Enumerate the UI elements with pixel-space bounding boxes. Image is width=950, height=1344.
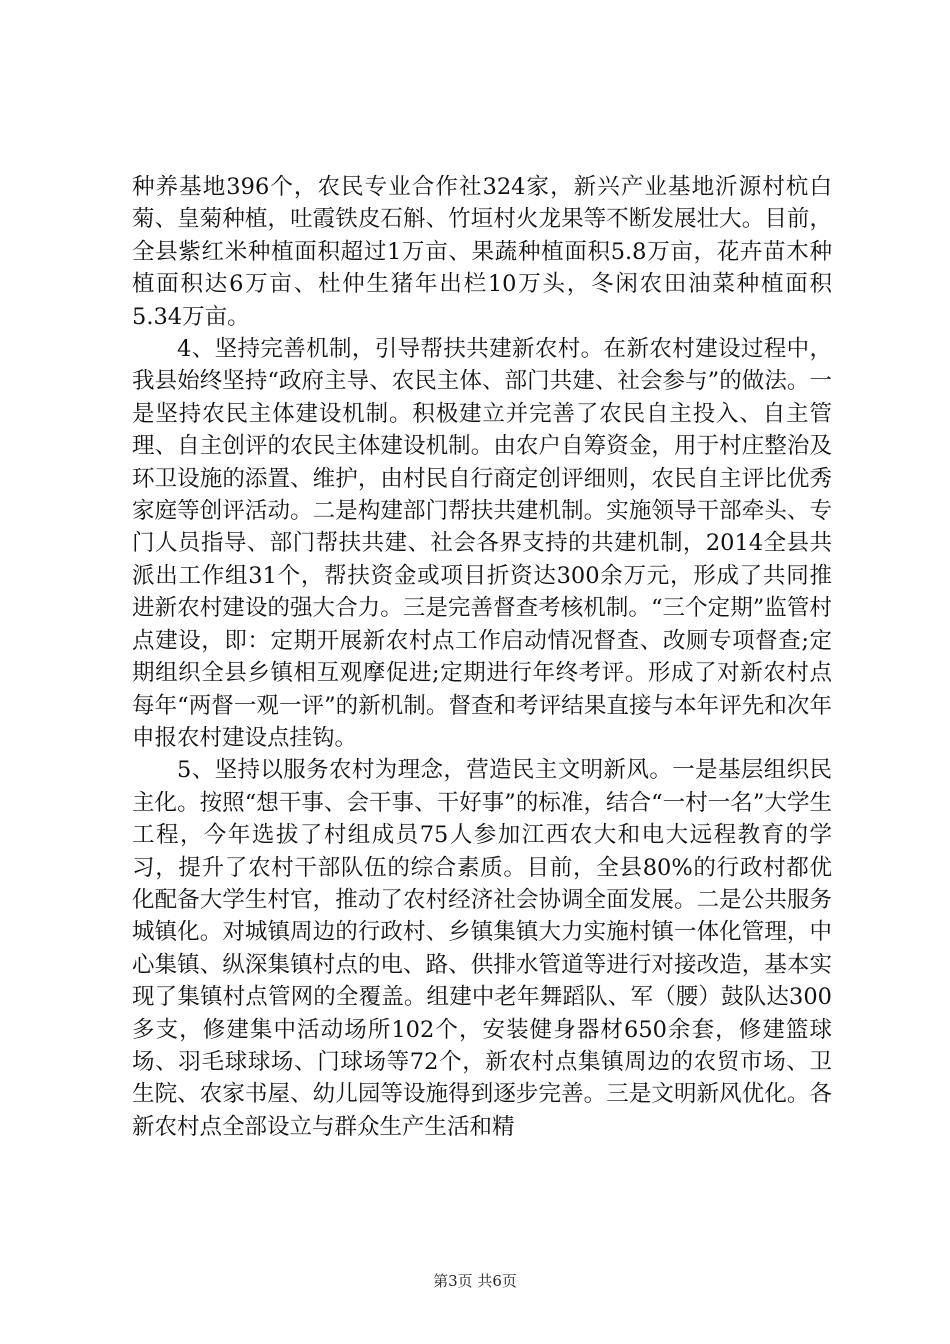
document-body xyxy=(132,171,832,1143)
page-number-footer: 第3页 共6页 xyxy=(433,1272,517,1290)
paragraph-section-5: 5、坚持以服务农村为理念，营造民主文明新风。一是基层组织民主化。按照“想干事、会干事、干好事”的标准，结合“一村一名”大学生工程，今年选拔了村组成员75人参加江西农大和电大远程教育的学习，提升了农村干部队伍的综合素质。目前，全县80%的行政村都优化配备大学生村官，推动了农村经济社会协调全面发展。二是公共服务城镇化。对城镇周边的行政村、乡镇集镇大力实施村镇一体化管理，中心集镇、纵深集镇村点的电、路、供排水管道等进行对接改造，基本实现了集镇村点管网的全覆盖。组建中老年舞蹈队、军（腰）鼓队达300多支，修建集中活动场所102个，安装健身器材650余套，修建篮球场、羽毛球球场、门球场等72个，新农村点集镇周边的农贸市场、卫生院、农家书屋、幼儿园等设施得到逐步完善。三是文明新风优化。各新农村点全部设立与群众生产生活和精 xyxy=(132,757,832,1140)
paragraph-continuation: 种养基地396个，农民专业合作社324家，新兴产业基地沂源村杭白菊、皇菊种植，吐霞铁皮石斛、竹垣村火龙果等不断发展壮大。目前，全县紫红米种植面积超过1万亩、果蔬种植面积5.8万亩，花卉苗木种植面积达6万亩、杜仲生猪年出栏10万头，冬闲农田油菜种植面积5.34万亩。 xyxy=(132,174,832,330)
paragraph-section-4: 4、坚持完善机制，引导帮扶共建新农村。在新农村建设过程中，我县始终坚持“政府主导、农民主体、部门共建、社会参与”的做法。一是坚持农民主体建设机制。积极建立并完善了农民自主投入、自主管理、自主创评的农民主体建设机制。由农户自筹资金，用于村庄整治及环卫设施的添置、维护，由村民自行商定创评细则，农民自主评比优秀家庭等创评活动。二是构建部门帮扶共建机制。实施领导干部牵头、专门人员指导、部门帮扶共建、社会各界支持的共建机制，2014全县共派出工作组31个，帮扶资金或项目折资达300余万元，形成了共同推进新农村建设的强大合力。三是完善督查考核机制。“三个定期”监管村点建设，即：定期开展新农村点工作启动情况督查、改厕专项督查;定期组织全县乡镇相互观摩促进;定期进行年终考评。形成了对新农村点每年“两督一观一评”的新机制。督查和考评结果直接与本年评先和次年申报农村建设点挂钩。 xyxy=(132,336,832,751)
